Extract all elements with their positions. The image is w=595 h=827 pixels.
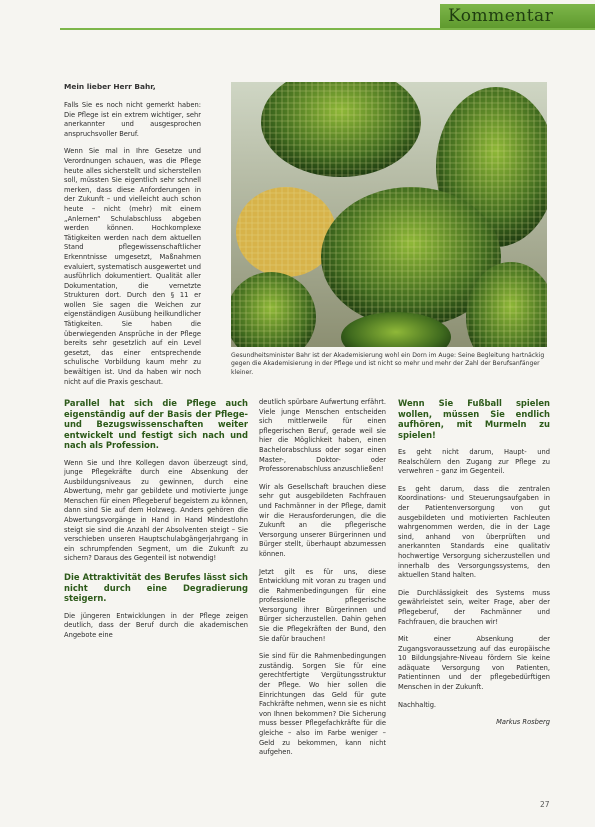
section-title: Kommentar <box>448 6 554 26</box>
paragraph: Es geht nicht darum, Haupt- und Realschülern den Zugang zur Pflege zu verwehren – ganz im Gegenteil. <box>398 448 550 476</box>
cactus-illustration <box>231 82 547 347</box>
column-3 <box>259 398 386 766</box>
paragraph: Nachhaltig. <box>398 700 437 709</box>
subheading: Parallel hat sich die Pflege auch eigenständig auf der Basis der Pflege- und Bezugswissenschaften weiter entwickelt und festigt sich nach und nach als Profession. <box>64 398 248 450</box>
photo-caption: Gesundheitsminister Bahr ist der Akademisierung wohl ein Dorn im Auge: Seine Begleitung hartnäckig gegen die Akademisierung in der Pflege und ist nicht so mehr und mehr der Zahl der Berufsanfänger kleiner. <box>231 352 545 376</box>
header-rule <box>60 28 595 30</box>
paragraph: Wir als Gesellschaft brauchen diese sehr gut ausgebildeten Fachfrauen und Fachmänner in der Pflege, damit wir die Herausforderungen, die die Zukunft an die pflegerische Versorgung unserer Bürgerinnen und Bürger stellt, überhaupt abzumessen können. <box>259 482 386 558</box>
paragraph: Die Durchlässigkeit des Systems muss gewährleistet sein, weiter Frage, aber der Pflegeberuf, der Fachmänner und Fachfrauen, die brauchen wir! <box>398 588 550 626</box>
subheading: Die Attraktivität des Berufes lässt sich nicht durch eine Degradierung steigern. <box>64 572 248 604</box>
paragraph: Falls Sie es noch nicht gemerkt haben: Die Pflege ist ein extrem wichtiger, sehr anerkannter und ausgesprochen anspruchsvoller Beruf. <box>64 101 201 138</box>
paragraph: Wenn Sie und Ihre Kollegen davon überzeugt sind, junge Pflegekräfte durch eine Absenkung der Ausbildungsniveaus zu gewinnen, durch eine Abwertung, mehr gar gebildete und motivierte junge Menschen für einen Pflegeberuf begeistern zu können, dann sind Sie auf dem Holzweg. Anders gehören die Abwertungsvorgänge in Hand in Hand Mindestlohn steigt sie sind die Anzahl der Absolventen steigt – Sie verschieben unseren Hauptschulabgängerjahrgang in ein schrumpfenden Segment, um die Zukunft zu sichern? Daraus des Gegenteil ist notwendig! <box>64 458 248 563</box>
paragraph: Wenn Sie mal in Ihre Gesetze und Verordnungen schauen, was die Pflege heute alles sicherstellt und sicherstellen soll, müssten Sie eigentlich sehr schnell merken, dass diese Anforderungen in der Zukunft – und vielleicht auch schon heute – nicht (mehr) mit einem „Anlernen“ Schulabschluss abgeben werden können. Hochkomplexe Tätigkeiten werden nach dem aktuellen Stand pflegewissenschaftlicher Erkenntnisse umgesetzt, Maßnahmen evaluiert, systematisch ausgewertet und ausführlich dokumentiert. Qualität aller Dokumentation, die vernetzte Strukturen dort. Durch den § 11 er wollen Sie sagen die Weichen zur eigenständigen Ausübung heilkundlicher Tätigkeiten. Sie haben die überwiegenden Ansprüche in der Pflege bereits sehr gesetzlich auf ein Level gesetzt, das einer entsprechende schulische Vorbildung kaum mehr zu bewältigen ist. Und da haben wir noch nicht auf die Praxis geschaut. <box>64 147 201 386</box>
column-1 <box>64 101 201 386</box>
column-2 <box>64 398 248 648</box>
paragraph: Mit einer Absenkung der Zugangsvoraussetzung auf das europäische 10 Bildungsjahre-Niveau fördern Sie keine adäquate Versorgung von Patienten, Patientinnen und der pflegebedürftigen Menschen in der Zukunft. <box>398 635 550 692</box>
cactus-photo <box>231 82 547 347</box>
page-header <box>0 0 595 30</box>
paragraph: Die jüngeren Entwicklungen in der Pflege zeigen deutlich, dass der Beruf durch die akademischen Angebote eine <box>64 611 248 639</box>
letter-greeting: Mein lieber Herr Bahr, <box>64 82 156 91</box>
column-4 <box>398 398 550 736</box>
subheading: Wenn Sie Fußball spielen wollen, müssen Sie endlich aufhören, mit Murmeln zu spielen! <box>398 398 550 440</box>
paragraph: Sie sind für die Rahmenbedingungen zuständig. Sorgen Sie für eine gerechtfertigte Vergütungsstruktur der Pflege. Wo hier sollen die Einrichtungen das Geld für gute Fachkräfte nehmen, wenn sie es nicht von Ihnen bekommen? Die Sicherung muss besser Pflegefachkräfte für die gleiche – also im Farbe weniger – Geld zu bekommen, kann nicht aufgehen. <box>259 652 386 757</box>
paragraph: Es geht darum, dass die zentralen Koordinations- und Steuerungsaufgaben in der Patientenversorgung von gut ausgebildeten und motivierten Fachleuten wahrgenommen werden, die in der Lage sind, anhand von überprüften und anerkannten Standards eine qualitativ hochwertige Versorgung sicherzustellen und innerhalb des Versorgungssystems, den aktuellen Stand halten. <box>398 484 550 580</box>
page-number: 27 <box>540 800 550 809</box>
author-signature: Markus Rosberg <box>496 718 550 727</box>
paragraph: Jetzt gilt es für uns, diese Entwicklung mit voran zu tragen und die Rahmenbedingungen für eine professionelle pflegerische Versorgung ihrer Bürgerinnen und Bürger sicherzustellen. Dahin gehen Sie die Pflegekräften der Bund, den Sie dafür brauchen! <box>259 567 386 643</box>
paragraph: deutlich spürbare Aufwertung erfährt. Viele junge Menschen entscheiden sich mittlerweile für einen pflegerischen Beruf, gerade weil sie hier die Möglichkeit haben, einen Bachelorabschluss oder sogar einen Master-, Doktor- oder Professorenabschluss anzuschließen! <box>259 398 386 474</box>
